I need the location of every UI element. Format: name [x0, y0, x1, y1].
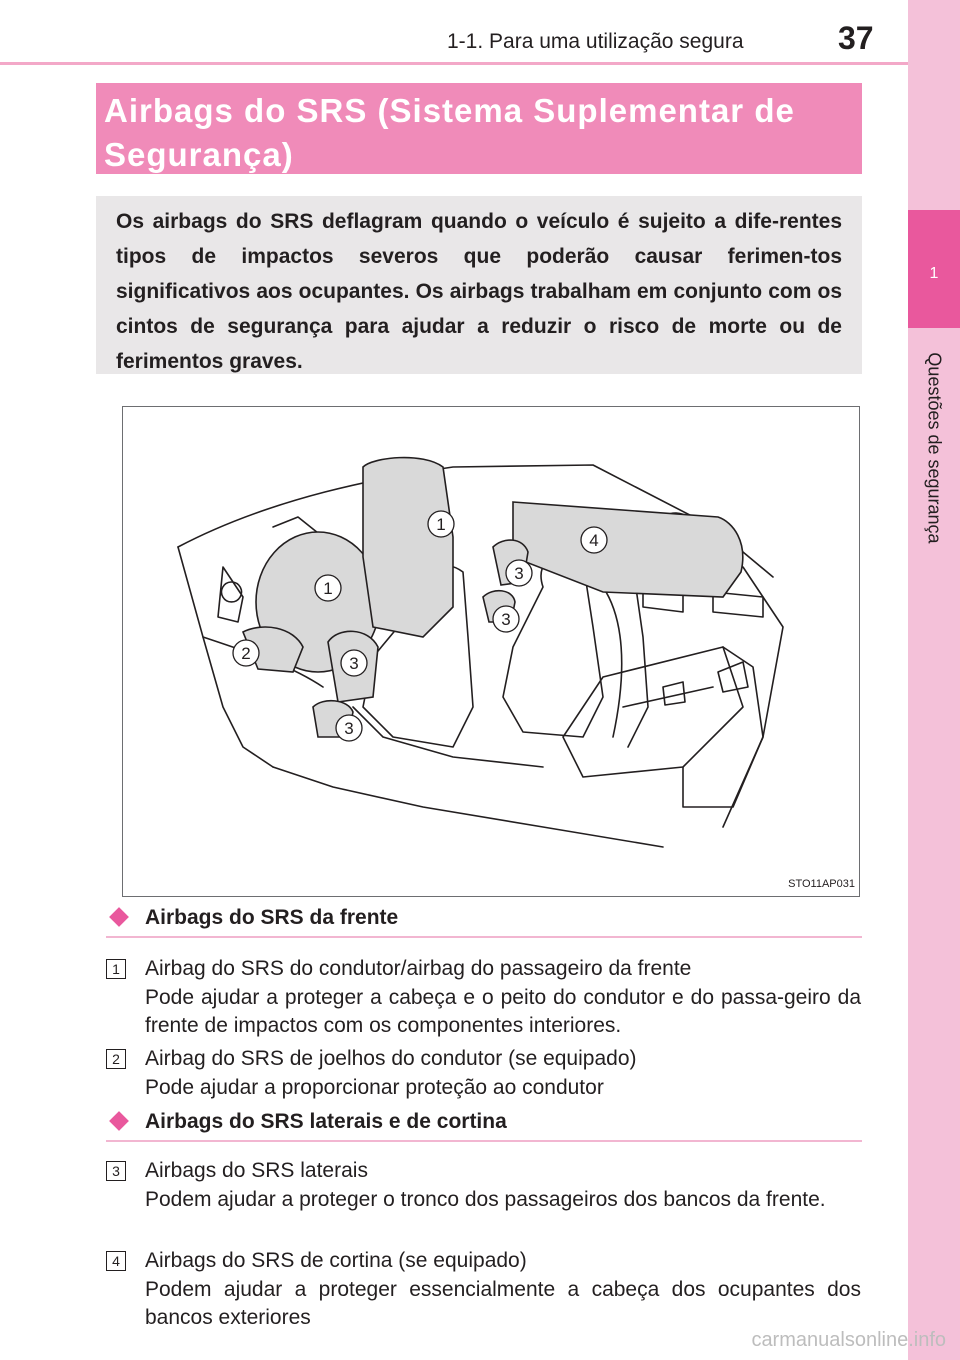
chapter-header: 1-1. Para uma utilização segura	[447, 30, 744, 53]
item-number-badge: 4	[106, 1251, 126, 1271]
callout-4-curtain	[581, 527, 607, 553]
callout-1-driver	[315, 575, 341, 601]
callout-3-passenger-b	[493, 606, 519, 632]
list-item-3	[106, 1157, 862, 1247]
section-title	[96, 83, 862, 174]
diamond-bullet-icon	[109, 907, 129, 927]
list-item-1	[106, 955, 862, 1045]
callout-label: 2	[241, 644, 251, 663]
callout-3-front-b	[336, 715, 362, 741]
watermark: carmanualsonline.info	[751, 1329, 946, 1351]
item-body: Podem ajudar a proteger o tronco dos passageiros dos bancos da frente.	[145, 1188, 826, 1211]
callout-label: 3	[514, 564, 524, 583]
callout-1-passenger	[428, 511, 454, 537]
item-number-badge: 3	[106, 1161, 126, 1181]
figure-code: STO11AP031	[788, 878, 855, 890]
diamond-bullet-icon	[109, 1111, 129, 1131]
item-body: Pode ajudar a proteger a cabeça e o peito do condutor e do passa-geiro da frente de impactos com os componentes interiores.	[145, 986, 861, 1037]
subheading-front-airbags	[106, 906, 862, 938]
callout-label: 4	[589, 531, 599, 550]
header-divider	[0, 62, 908, 65]
intro-paragraph: Os airbags do SRS deflagram quando o veículo é sujeito a dife-rentes tipos de impactos severos que poderão causar ferimen-tos significativos aos ocupantes. Os airbags trabalham em conjunto com os cintos de segurança para ajudar a reduzir o risco de morte ou de ferimentos graves.	[96, 196, 862, 374]
callout-3-passenger-a	[506, 560, 532, 586]
side-tab	[908, 0, 960, 1360]
list-item-2	[106, 1045, 862, 1105]
subheading-text: Airbags do SRS laterais e de cortina	[145, 1110, 507, 1133]
item-title: Airbag do SRS do condutor/airbag do passageiro da frente	[145, 957, 692, 980]
item-title: Airbag do SRS de joelhos do condutor (se equipado)	[145, 1047, 637, 1070]
callout-2-knee	[233, 640, 259, 666]
callout-label: 3	[349, 654, 359, 673]
airbag-illustration	[122, 406, 860, 897]
item-number-badge: 2	[106, 1049, 126, 1069]
callout-3-front-a	[341, 650, 367, 676]
subheading-text: Airbags do SRS da frente	[145, 906, 399, 929]
callout-label: 1	[436, 515, 446, 534]
callout-label: 3	[501, 610, 511, 629]
callout-label: 1	[323, 579, 333, 598]
section-title-line2: Segurança)	[104, 136, 294, 173]
callout-label: 3	[344, 719, 354, 738]
side-tab-label-text: Questões de segurança	[924, 352, 945, 544]
subheading-side-curtain-airbags	[106, 1110, 862, 1142]
section-title-line1: Airbags do SRS (Sistema Suplementar de	[104, 92, 795, 129]
item-body: Podem ajudar a proteger essencialmente a cabeça dos ocupantes dos bancos exteriores	[145, 1278, 861, 1329]
page-number: 37	[838, 20, 874, 56]
item-title: Airbags do SRS de cortina (se equipado)	[145, 1249, 527, 1272]
item-title: Airbags do SRS laterais	[145, 1159, 368, 1182]
airbag-drawing	[123, 407, 859, 896]
item-number-badge: 1	[106, 959, 126, 979]
item-body: Pode ajudar a proporcionar proteção ao condutor	[145, 1076, 604, 1099]
list-item-4	[106, 1247, 862, 1337]
side-tab-number: 1	[929, 265, 939, 282]
